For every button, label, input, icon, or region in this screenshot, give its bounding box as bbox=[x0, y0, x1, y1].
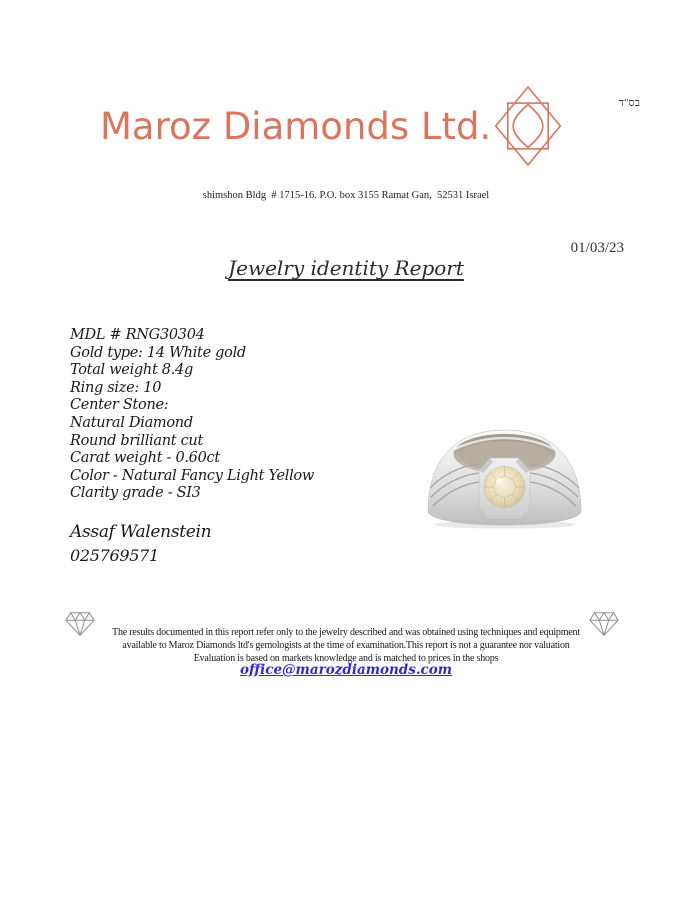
disclaimer-text bbox=[86, 626, 606, 665]
jewelry-details-list bbox=[70, 327, 314, 503]
detail-mdl-number: MDL # RNG30304 bbox=[70, 327, 205, 343]
report-date: 01/03/23 bbox=[570, 240, 624, 256]
ring-image bbox=[423, 408, 586, 530]
detail-stone-type: Natural Diamond bbox=[70, 414, 193, 431]
detail-cut: Round brilliant cut bbox=[70, 432, 203, 449]
disclaimer-line-2: available to Maroz Diamonds ltd's gemologists at the time of examination.This report is not a guarantee nor valuation bbox=[122, 640, 570, 651]
detail-ring-size: Ring size: 10 bbox=[70, 379, 162, 396]
hebrew-blessing: בס"ד bbox=[618, 97, 640, 109]
detail-center-stone-label: Center Stone: bbox=[70, 397, 169, 414]
disclaimer-line-1: The results documented in this report refer only to the jewelry described and was obtained using techniques and equipment bbox=[112, 627, 580, 638]
email-link[interactable]: office@marozdiamonds.com bbox=[239, 662, 453, 678]
company-logo-text: Maroz Diamonds Ltd. bbox=[100, 104, 492, 148]
contact-email-row bbox=[0, 661, 692, 679]
detail-total-weight: Total weight 8.4g bbox=[70, 362, 193, 379]
detail-clarity: Clarity grade - SI3 bbox=[70, 485, 201, 502]
report-title: Jewelry identity Report bbox=[228, 256, 464, 280]
octagram-star-icon bbox=[493, 82, 563, 170]
gemologist-name: Assaf Walenstein bbox=[70, 522, 212, 542]
detail-gold-type: Gold type: 14 White gold bbox=[70, 344, 246, 361]
detail-carat-weight: Carat weight - 0.60ct bbox=[70, 450, 220, 467]
company-logo bbox=[100, 82, 563, 170]
detail-color: Color - Natural Fancy Light Yellow bbox=[70, 467, 314, 484]
disclaimer-line-3: Evaluation is based on markets knowledge and is matched to prices in the shops bbox=[193, 653, 499, 664]
gemologist-number: 025769571 bbox=[70, 546, 159, 565]
ring-photo bbox=[423, 408, 586, 530]
company-address: shimshon Bldg # 1715-16. P.O. box 3155 Ramat Gan, 52531 Israel bbox=[202, 190, 490, 201]
